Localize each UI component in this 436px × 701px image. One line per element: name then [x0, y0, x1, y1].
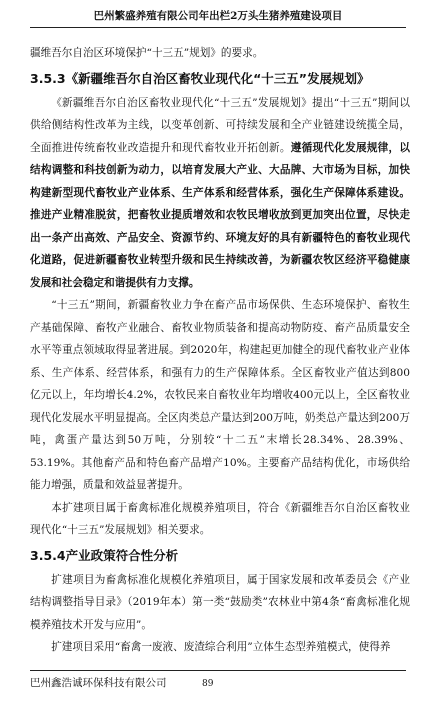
- paragraph-plan-overview: [30, 92, 410, 295]
- section-heading-3-5-3: 3.5.3《新疆维吾尔自治区畜牧业现代化“十三五”发展规划》: [30, 70, 370, 86]
- page-footer: [30, 670, 406, 690]
- page-header: 巴州繁盛养殖有限公司年出栏2万头生猪养殖建设项目: [30, 8, 406, 28]
- paragraph-13th-five-year-targets: “十三五”期间，新疆畜牧业力争在畜产品市场保供、生态环境保护、畜牧生产基础保障、畜牧产业融合、畜牧业物质装备和提高动物防疫、畜产品质量安全水平等重点领域取得显著进展。到2020年，构建起更加健全的现代畜牧业产业体系、生产体系、经营体系，和强有力的生产保障体系。全区畜牧业产值达到800亿元以上，年均增长4.2%，农牧民来自畜牧业年均增收400元以上，全区畜牧业现代化发展水平明显提高。全区肉类总产量达到200万吨，奶类总产量达到200万吨，禽蛋产量达到50万吨，分别较“十二五”末增长28.34%、28.39%、53.19%。其他畜产品和特色畜产品增产10%。主要畜产品结构优化，市场供给能力增强，质量和效益显著提升。: [30, 299, 410, 491]
- paragraph-industrial-policy: 扩建项目为畜禽标准化规模化养殖项目，属于国家发展和改革委员会《产业结构调整指导目录》（2019年本）第一类“鼓励类”农林业中第4条“畜禽标准化规模养殖技术开发与应用”。: [30, 573, 410, 631]
- document-body: [30, 42, 410, 659]
- intro-paragraph: 疆维吾尔自治区环境保护“十三五”规划》的要求。: [30, 47, 264, 59]
- footer-company-name: 巴州鑫浩诚环保科技有限公司: [30, 677, 167, 689]
- plan-overview-emphasis: 遵循现代化发展规律，以结构调整和科技创新为动力，以培育发展大产业、大品牌、大市场为目标，加快构建新型现代畜牧业产业体系、生产体系和经营体系，强化生产保障体系建设。推进产业精准脱贫，把畜牧业提质增效和农牧民增收放到更加突出位置，尽快走出一条产出高效、产品安全、资源节约、环境友好的具有新疆特色的畜牧业现代化道路，促进新疆畜牧业转型升级和民生持续改善，为新疆农牧区经济平稳健康发展和社会稳定和谐提供有力支撑。: [30, 141, 411, 289]
- plan-overview-text: 《新疆维吾尔自治区畜牧业现代化“十三五”发展规划》提出“十三五”期间以供给侧结构性改革为主线，以变革创新、可持续发展和全产业链建设统揽全局，全面推进传统畜牧业改造提升和现代畜牧业开拓创新。: [30, 96, 410, 154]
- section-heading-3-5-4: 3.5.4产业政策符合性分析: [30, 547, 179, 563]
- paragraph-breeding-mode: 扩建项目采用“畜禽一废液、废渣综合利用”立体生态型养殖模式，使得养: [51, 641, 391, 653]
- page-number: 89: [202, 679, 214, 689]
- paragraph-project-compliance: 本扩建项目属于畜禽标准化规模养殖项目，符合《新疆维吾尔自治区畜牧业现代化“十三五”发展规划》相关要求。: [30, 501, 410, 536]
